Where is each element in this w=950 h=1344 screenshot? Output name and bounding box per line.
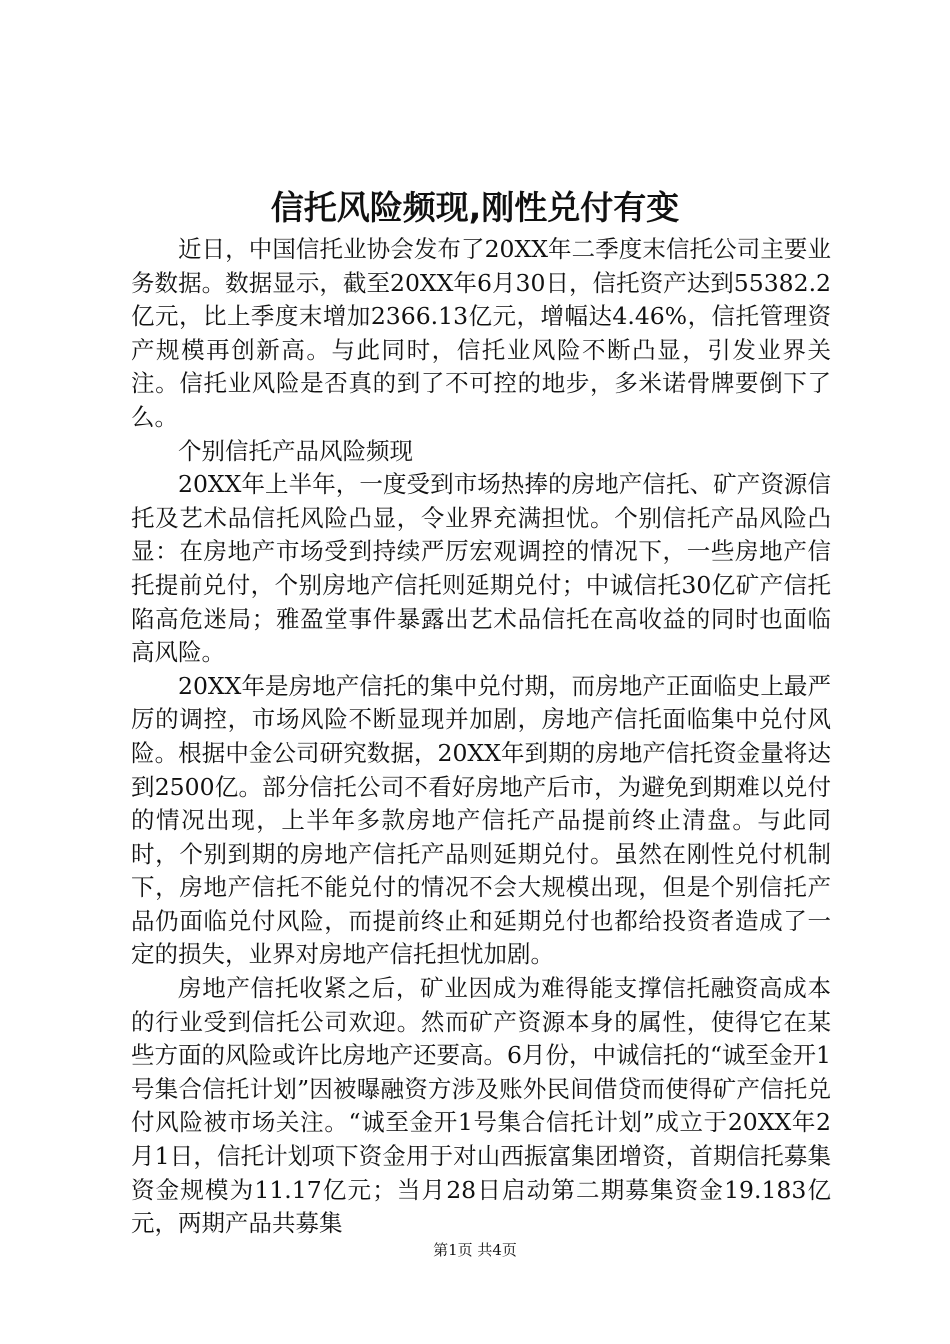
page-title: 信托风险频现,刚性兑付有变: [270, 188, 680, 227]
section-heading: 个别信托产品风险频现: [178, 436, 413, 465]
paragraph-intro: 近日，中国信托业协会发布了20XX年二季度末信托公司主要业务数据。数据显示，截至20XX年6月30日，信托资产达到55382.2亿元，比上季度末增加2366.13亿元，增幅达4.46%，信托管理资产规模再创新高。与此同时，信托业风险不断凸显，引发业界关注。信托业风险是否真的到了不可控的地步，多米诺骨牌要倒下了么。: [131, 235, 831, 431]
paragraph-risks: 20XX年上半年，一度受到市场热捧的房地产信托、矿产资源信托及艺术品信托风险凸显，令业界充满担忧。个别信托产品风险凸显：在房地产市场受到持续严厉宏观调控的情况下，一些房地产信托提前兑付，个别房地产信托则延期兑付；中诚信托30亿矿产信托陷高危迷局；雅盈堂事件暴露出艺术品信托在高收益的同时也面临高风险。: [131, 470, 831, 667]
paragraph-real-estate: 20XX年是房地产信托的集中兑付期，而房地产正面临史上最严厉的调控，市场风险不断显现并加剧，房地产信托面临集中兑付风险。根据中金公司研究数据，20XX年到期的房地产信托资金量将达到2500亿。部分信托公司不看好房地产后市，为避免到期难以兑付的情况出现，上半年多款房地产信托产品提前终止清盘。与此同时，个别到期的房地产信托产品则延期兑付。虽然在刚性兑付机制下，房地产信托不能兑付的情况不会大规模出现，但是个别信托产品仍面临兑付风险，而提前终止和延期兑付也都给投资者造成了一定的损失，业界对房地产信托担忧加剧。: [131, 671, 831, 969]
page-footer: 第1页 共4页: [433, 1241, 517, 1259]
article-body: [131, 233, 831, 1241]
paragraph-mining: 房地产信托收紧之后，矿业因成为难得能支撑信托融资高成本的行业受到信托公司欢迎。然而矿产资源本身的属性，使得它在某些方面的风险或许比房地产还要高。6月份，中诚信托的“诚至金开1号集合信托计划”因被曝融资方涉及账外民间借贷而使得矿产信托兑付风险被市场关注。“诚至金开1号集合信托计划”成立于20XX年2月1日，信托计划项下资金用于对山西振富集团增资，首期信托募集资金规模为11.17亿元；当月28日启动第二期募集资金19.183亿元，两期产品共募集: [131, 974, 831, 1238]
